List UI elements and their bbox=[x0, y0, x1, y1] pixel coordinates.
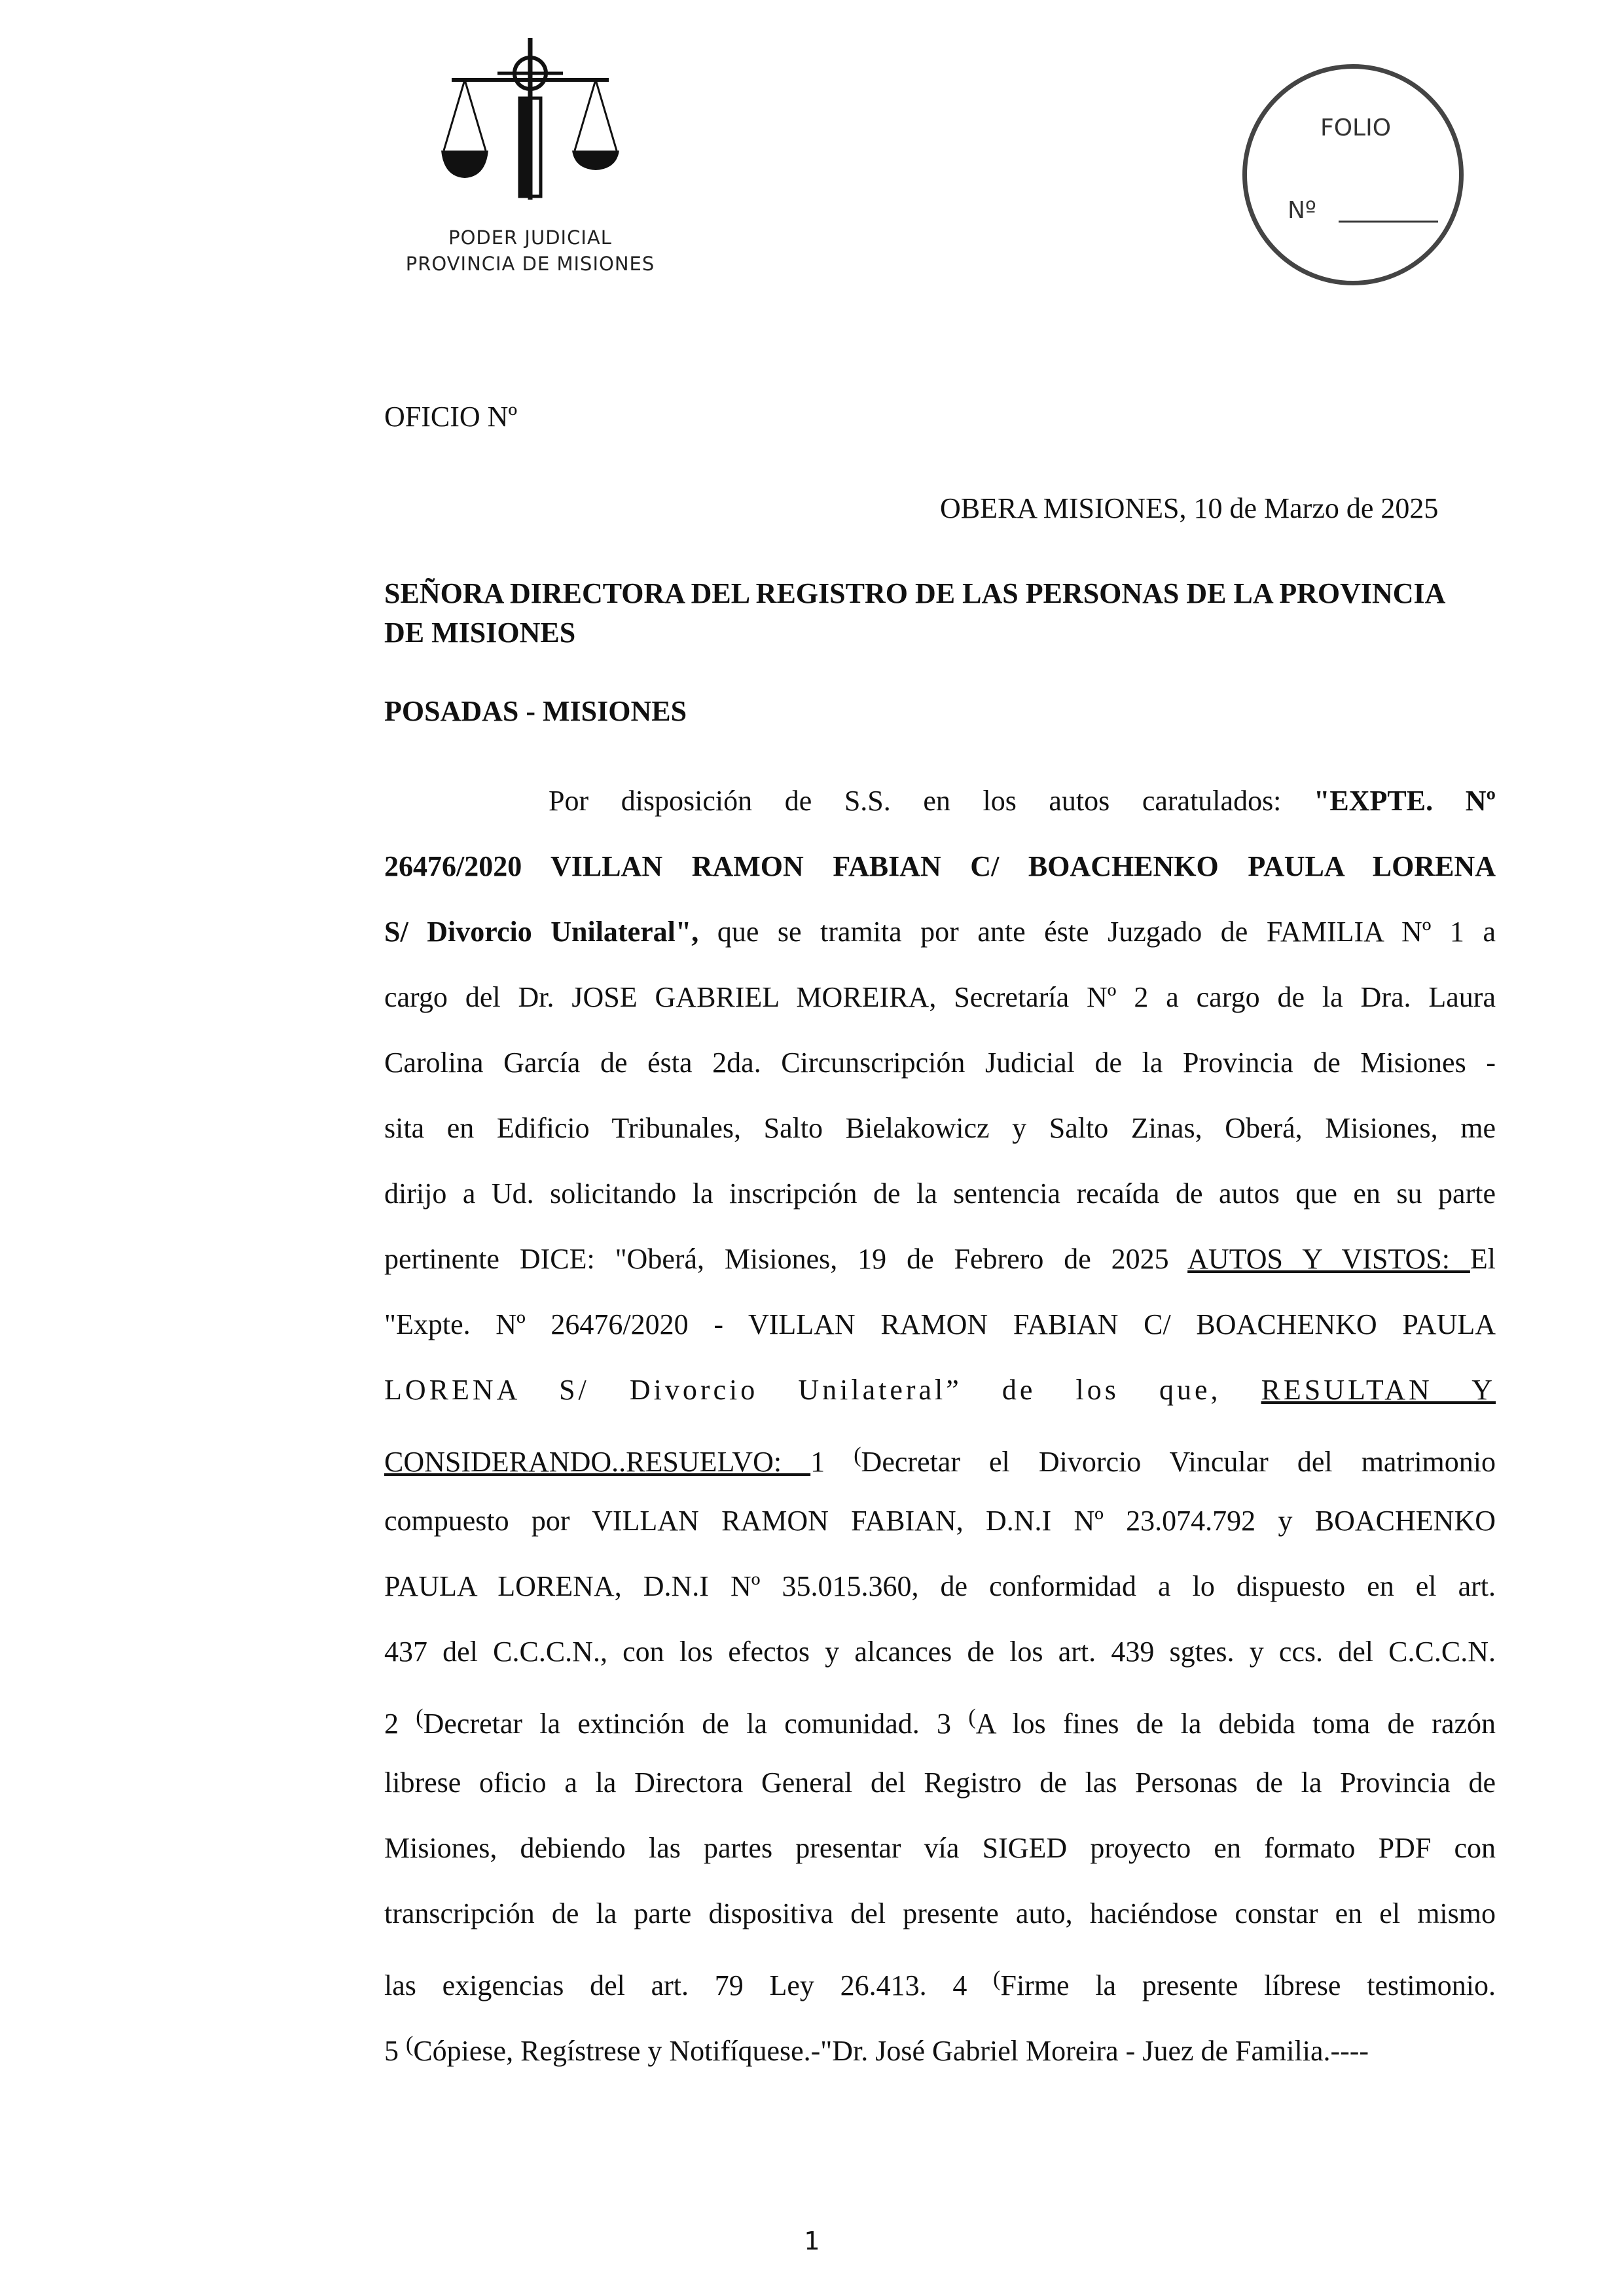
judicial-logo bbox=[380, 33, 681, 295]
logo-line-provincia: PROVINCIA DE MISIONES bbox=[405, 253, 655, 275]
body-line: cargo del Dr. JOSE GABRIEL MOREIRA, Secretaría Nº 2 a cargo de la Dra. Laura bbox=[384, 981, 1496, 1013]
recipient-line-2: DE MISIONES bbox=[384, 617, 576, 649]
body-line: Por disposición de S.S. en los autos caratulados: "EXPTE. Nº bbox=[549, 785, 1496, 817]
recipient-line-1: SEÑORA DIRECTORA DEL REGISTRO DE LAS PERSONAS DE LA PROVINCIA bbox=[384, 577, 1446, 609]
body-line: 26476/2020 VILLAN RAMON FABIAN C/ BOACHENKO PAULA LORENA bbox=[384, 850, 1496, 882]
body-line: 2 (Decretar la extinción de la comunidad. 3 (A los fines de la debida toma de razón bbox=[384, 1705, 1496, 1740]
document-date: OBERA MISIONES, 10 de Marzo de 2025 bbox=[940, 492, 1439, 524]
body-line: sita en Edificio Tribunales, Salto Bielakowicz y Salto Zinas, Oberá, Misiones, me bbox=[384, 1112, 1496, 1144]
body-line: 5 (Cópiese, Regístrese y Notifíquese.-"Dr. José Gabriel Moreira - Juez de Familia.---- bbox=[384, 2032, 1369, 2067]
folio-number-blank bbox=[1339, 221, 1438, 223]
folio-label: FOLIO bbox=[1320, 115, 1392, 141]
body-line: LORENA S/ Divorcio Unilateral” de los que, RESULTAN Y bbox=[384, 1374, 1496, 1406]
body-line: librese oficio a la Directora General del Registro de las Personas de la Provincia de bbox=[384, 1767, 1496, 1799]
folio-number-label: Nº bbox=[1288, 197, 1316, 224]
body-line: S/ Divorcio Unilateral", que se tramita por ante éste Juzgado de FAMILIA Nº 1 a bbox=[384, 916, 1496, 948]
body-line: Carolina García de ésta 2da. Circunscripción Judicial de la Provincia de Misiones - bbox=[384, 1047, 1496, 1079]
body-line: 437 del C.C.C.N., con los efectos y alcances de los art. 439 sgtes. y ccs. del C.C.C.N. bbox=[384, 1636, 1496, 1668]
body-line: "Expte. Nº 26476/2020 - VILLAN RAMON FABIAN C/ BOACHENKO PAULA bbox=[384, 1308, 1496, 1340]
body-line: compuesto por VILLAN RAMON FABIAN, D.N.I Nº 23.074.792 y BOACHENKO bbox=[384, 1505, 1496, 1537]
body-line: Misiones, debiendo las partes presentar vía SIGED proyecto en formato PDF con bbox=[384, 1832, 1496, 1864]
body-line: dirijo a Ud. solicitando la inscripción de la sentencia recaída de autos que en su parte bbox=[384, 1177, 1496, 1210]
folio-stamp bbox=[1242, 64, 1464, 285]
body-line: las exigencias del art. 79 Ley 26.413. 4 (Firme la presente líbrese testimonio. bbox=[384, 1967, 1496, 2001]
body-line: PAULA LORENA, D.N.I Nº 35.015.360, de conformidad a lo dispuesto en el art. bbox=[384, 1570, 1496, 1602]
recipient-city: POSADAS - MISIONES bbox=[384, 695, 687, 727]
body-line: pertinente DICE: "Oberá, Misiones, 19 de Febrero de 2025 AUTOS Y VISTOS: El bbox=[384, 1243, 1496, 1275]
page-number: 1 bbox=[804, 2227, 820, 2255]
scales-of-justice-icon bbox=[439, 33, 622, 203]
oficio-number: OFICIO Nº bbox=[384, 401, 518, 433]
body-line: CONSIDERANDO..RESUELVO: 1 (Decretar el Divorcio Vincular del matrimonio bbox=[384, 1443, 1496, 1478]
body-line: transcripción de la parte dispositiva del presente auto, haciéndose constar en el mismo bbox=[384, 1897, 1496, 1929]
logo-line-poder-judicial: PODER JUDICIAL bbox=[448, 226, 612, 249]
